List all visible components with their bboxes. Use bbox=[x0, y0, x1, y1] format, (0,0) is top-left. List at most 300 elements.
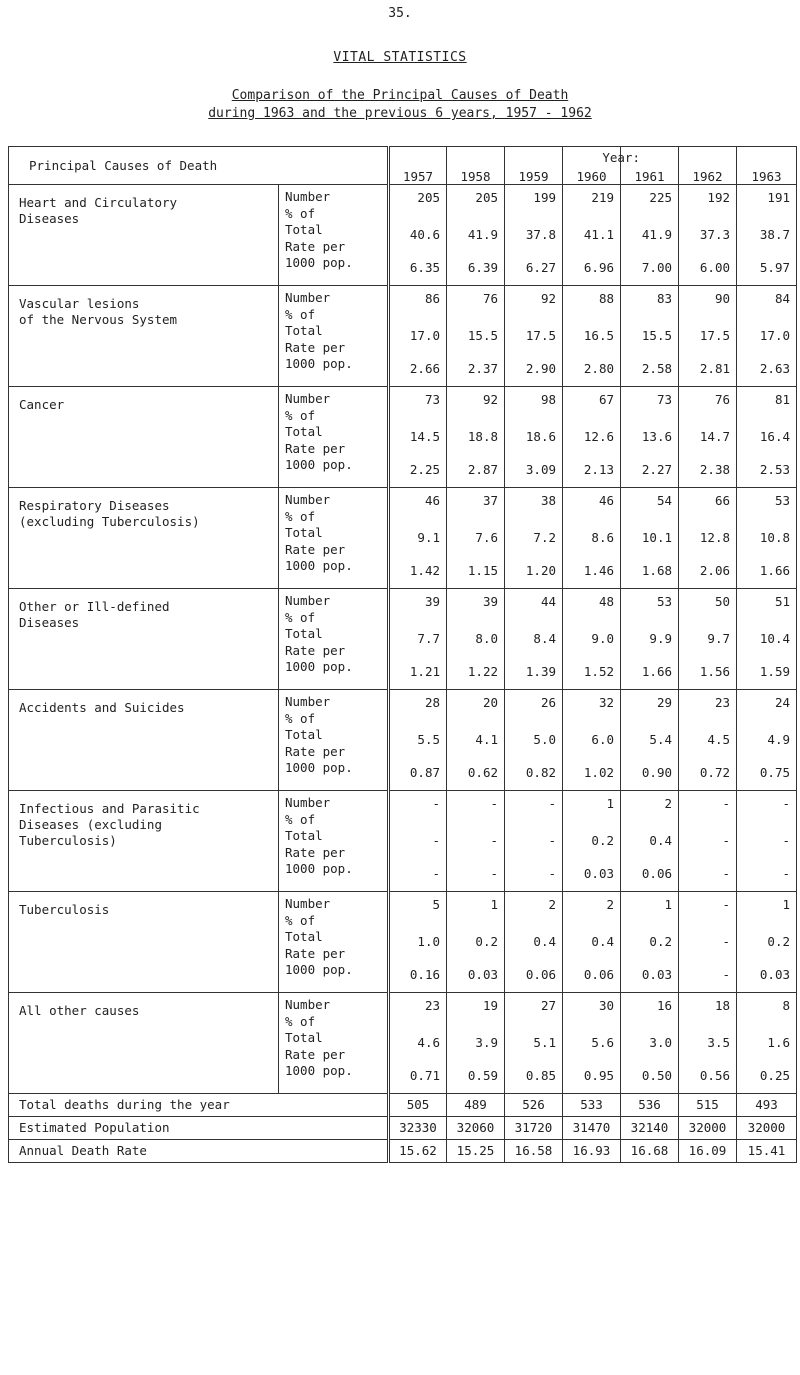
page-title: VITAL STATISTICS bbox=[333, 50, 467, 65]
rate-value: 1.52 bbox=[583, 664, 614, 679]
totals-label: Total deaths during the year bbox=[9, 1094, 389, 1117]
year-values-cell bbox=[679, 488, 737, 589]
year-values-cell bbox=[621, 185, 679, 286]
number-value: 30 bbox=[598, 998, 614, 1013]
number-value: 50 bbox=[714, 594, 730, 609]
year-values-cell bbox=[679, 690, 737, 791]
rate-value: 2.25 bbox=[409, 462, 440, 477]
metric-label: 1000 pop. bbox=[285, 255, 353, 270]
percent-value: - bbox=[722, 833, 730, 848]
metric-label: 1000 pop. bbox=[285, 760, 353, 775]
rate-value: 2.27 bbox=[641, 462, 672, 477]
cause-name-line: Respiratory Diseases bbox=[19, 498, 170, 513]
number-value: - bbox=[490, 796, 498, 811]
metric-labels bbox=[279, 387, 389, 488]
totals-label: Annual Death Rate bbox=[9, 1140, 389, 1163]
year-values-cell bbox=[737, 488, 797, 589]
percent-value: 9.9 bbox=[649, 631, 672, 646]
percent-value: 40.6 bbox=[409, 227, 440, 242]
number-value: - bbox=[722, 897, 730, 912]
number-value: 2 bbox=[664, 796, 672, 811]
number-value: - bbox=[548, 796, 556, 811]
cause-name-line: Heart and Circulatory bbox=[19, 195, 178, 210]
rate-value: 0.87 bbox=[409, 765, 440, 780]
number-value: 67 bbox=[598, 392, 614, 407]
year-values-cell bbox=[737, 286, 797, 387]
cause-name-line: (excluding Tuberculosis) bbox=[19, 514, 200, 529]
rate-value: 2.63 bbox=[759, 361, 790, 376]
rate-value: 0.50 bbox=[641, 1068, 672, 1083]
rate-value: 1.22 bbox=[467, 664, 498, 679]
number-value: 92 bbox=[482, 392, 498, 407]
number-value: 205 bbox=[417, 190, 440, 205]
percent-value: 18.8 bbox=[467, 429, 498, 444]
metric-label: Number bbox=[285, 997, 331, 1012]
percent-value: 3.0 bbox=[649, 1035, 672, 1050]
rate-value: - bbox=[490, 866, 498, 881]
cause-name bbox=[9, 286, 279, 387]
rate-value: 1.15 bbox=[467, 563, 498, 578]
percent-value: 14.7 bbox=[699, 429, 730, 444]
metric-label: % of bbox=[285, 407, 316, 423]
metric-label: Total bbox=[285, 1030, 323, 1045]
cause-name-line: Tuberculosis bbox=[19, 902, 110, 917]
number-value: 92 bbox=[540, 291, 556, 306]
year-values-cell bbox=[505, 286, 563, 387]
percent-value: 41.9 bbox=[641, 227, 672, 242]
year-values-cell bbox=[563, 589, 621, 690]
metric-label: 1000 pop. bbox=[285, 659, 353, 674]
percent-value: - bbox=[490, 833, 498, 848]
rate-value: 2.37 bbox=[467, 361, 498, 376]
cause-section bbox=[9, 185, 797, 286]
rate-value: 1.46 bbox=[583, 563, 614, 578]
number-value: 81 bbox=[774, 392, 790, 407]
number-value: 83 bbox=[656, 291, 672, 306]
metric-label: Rate per bbox=[285, 238, 346, 254]
metric-label: Total bbox=[285, 424, 323, 439]
percent-value: 10.4 bbox=[759, 631, 790, 646]
percent-value: 1.0 bbox=[417, 934, 440, 949]
percent-value: 37.8 bbox=[525, 227, 556, 242]
percent-value: 12.6 bbox=[583, 429, 614, 444]
rate-value: 5.97 bbox=[759, 260, 790, 275]
cause-name bbox=[9, 589, 279, 690]
number-value: 24 bbox=[774, 695, 790, 710]
totals-value: 493 bbox=[737, 1094, 797, 1117]
cause-name-line: Vascular lesions bbox=[19, 296, 140, 311]
year-values-cell bbox=[505, 387, 563, 488]
metric-label: Total bbox=[285, 828, 323, 843]
percent-value: - bbox=[722, 934, 730, 949]
metric-label: % of bbox=[285, 609, 316, 625]
year-values-cell bbox=[389, 387, 447, 488]
rate-value: 0.06 bbox=[525, 967, 556, 982]
rate-value: 0.85 bbox=[525, 1068, 556, 1083]
number-value: 90 bbox=[714, 291, 730, 306]
cause-section bbox=[9, 892, 797, 993]
rate-value: 6.00 bbox=[699, 260, 730, 275]
year-header: 1961 bbox=[621, 147, 679, 185]
cause-name-line: Tuberculosis) bbox=[19, 833, 117, 848]
percent-value: 4.5 bbox=[707, 732, 730, 747]
percent-value: 7.7 bbox=[417, 631, 440, 646]
cause-section bbox=[9, 387, 797, 488]
number-value: 191 bbox=[767, 190, 790, 205]
number-value: 37 bbox=[482, 493, 498, 508]
number-value: 2 bbox=[606, 897, 614, 912]
totals-row bbox=[9, 1094, 797, 1117]
rate-value: - bbox=[782, 866, 790, 881]
number-value: 51 bbox=[774, 594, 790, 609]
corner-label: Principal Causes of Death bbox=[9, 147, 389, 185]
totals-value: 16.09 bbox=[679, 1140, 737, 1163]
number-value: 73 bbox=[424, 392, 440, 407]
rate-value: 1.68 bbox=[641, 563, 672, 578]
rate-value: - bbox=[722, 967, 730, 982]
percent-value: - bbox=[548, 833, 556, 848]
cause-section bbox=[9, 993, 797, 1094]
number-value: 16 bbox=[656, 998, 672, 1013]
metric-label: 1000 pop. bbox=[285, 457, 353, 472]
number-value: 225 bbox=[649, 190, 672, 205]
metric-label: Number bbox=[285, 492, 331, 507]
rate-value: 1.66 bbox=[641, 664, 672, 679]
rate-value: - bbox=[722, 866, 730, 881]
cause-section bbox=[9, 791, 797, 892]
rate-value: 0.90 bbox=[641, 765, 672, 780]
number-value: 44 bbox=[540, 594, 556, 609]
metric-label: 1000 pop. bbox=[285, 861, 353, 876]
rate-value: 2.81 bbox=[699, 361, 730, 376]
number-value: 54 bbox=[656, 493, 672, 508]
year-values-cell bbox=[447, 185, 505, 286]
rate-value: 0.03 bbox=[583, 866, 614, 881]
number-value: 39 bbox=[424, 594, 440, 609]
percent-value: 8.0 bbox=[475, 631, 498, 646]
percent-value: 5.1 bbox=[533, 1035, 556, 1050]
rate-value: 1.42 bbox=[409, 563, 440, 578]
percent-value: 4.9 bbox=[767, 732, 790, 747]
cause-name-line: All other causes bbox=[19, 1003, 140, 1018]
year-values-cell bbox=[447, 791, 505, 892]
metric-label: Number bbox=[285, 694, 331, 709]
percent-value: 8.6 bbox=[591, 530, 614, 545]
year-values-cell bbox=[389, 185, 447, 286]
metric-label: Rate per bbox=[285, 945, 346, 961]
metric-label: 1000 pop. bbox=[285, 558, 353, 573]
cause-name-line: Diseases (excluding bbox=[19, 817, 162, 832]
number-value: 8 bbox=[782, 998, 790, 1013]
year-values-cell bbox=[563, 690, 621, 791]
rate-value: 1.02 bbox=[583, 765, 614, 780]
number-value: 199 bbox=[533, 190, 556, 205]
percent-value: 5.0 bbox=[533, 732, 556, 747]
totals-value: 15.25 bbox=[447, 1140, 505, 1163]
percent-value: 3.9 bbox=[475, 1035, 498, 1050]
year-values-cell bbox=[563, 892, 621, 993]
totals-value: 16.68 bbox=[621, 1140, 679, 1163]
year-header: 1959 bbox=[505, 147, 563, 185]
number-value: 84 bbox=[774, 291, 790, 306]
year-values-cell bbox=[389, 892, 447, 993]
metric-label: Number bbox=[285, 290, 331, 305]
totals-row bbox=[9, 1140, 797, 1163]
rate-value: 2.06 bbox=[699, 563, 730, 578]
metric-label: % of bbox=[285, 811, 316, 827]
year-values-cell bbox=[505, 589, 563, 690]
number-value: 46 bbox=[598, 493, 614, 508]
cause-name-line: of the Nervous System bbox=[19, 312, 178, 327]
percent-value: 9.1 bbox=[417, 530, 440, 545]
totals-value: 526 bbox=[505, 1094, 563, 1117]
cause-name-line: Cancer bbox=[19, 397, 65, 412]
rate-value: 0.95 bbox=[583, 1068, 614, 1083]
rate-value: 2.90 bbox=[525, 361, 556, 376]
number-value: 1 bbox=[782, 897, 790, 912]
year-values-cell bbox=[621, 488, 679, 589]
year-header: Year: 1960 bbox=[563, 147, 621, 185]
number-value: 88 bbox=[598, 291, 614, 306]
number-value: 66 bbox=[714, 493, 730, 508]
number-value: 20 bbox=[482, 695, 498, 710]
percent-value: 17.0 bbox=[759, 328, 790, 343]
rate-value: 6.35 bbox=[409, 260, 440, 275]
percent-value: 41.1 bbox=[583, 227, 614, 242]
metric-label: 1000 pop. bbox=[285, 356, 353, 371]
rate-value: 0.06 bbox=[641, 866, 672, 881]
rate-value: 6.39 bbox=[467, 260, 498, 275]
percent-value: 15.5 bbox=[641, 328, 672, 343]
year-header: 1962 bbox=[679, 147, 737, 185]
number-value: 53 bbox=[656, 594, 672, 609]
percent-value: 5.5 bbox=[417, 732, 440, 747]
metric-label: Rate per bbox=[285, 339, 346, 355]
rate-value: 3.09 bbox=[525, 462, 556, 477]
year-header: 1958 bbox=[447, 147, 505, 185]
year-values-cell bbox=[447, 690, 505, 791]
year-values-cell bbox=[737, 185, 797, 286]
percent-value: 12.8 bbox=[699, 530, 730, 545]
percent-value: 0.2 bbox=[767, 934, 790, 949]
totals-value: 32000 bbox=[737, 1117, 797, 1140]
totals-value: 505 bbox=[389, 1094, 447, 1117]
number-value: 98 bbox=[540, 392, 556, 407]
year-values-cell bbox=[447, 589, 505, 690]
subtitle-line-2: during 1963 and the previous 6 years, 1957 - 1962 bbox=[208, 106, 592, 121]
year-values-cell bbox=[505, 185, 563, 286]
number-value: 2 bbox=[548, 897, 556, 912]
percent-value: 13.6 bbox=[641, 429, 672, 444]
rate-value: 0.03 bbox=[759, 967, 790, 982]
percent-value: 17.5 bbox=[525, 328, 556, 343]
percent-value: 0.4 bbox=[533, 934, 556, 949]
totals-value: 533 bbox=[563, 1094, 621, 1117]
number-value: 26 bbox=[540, 695, 556, 710]
number-value: 27 bbox=[540, 998, 556, 1013]
metric-label: % of bbox=[285, 912, 316, 928]
year-values-cell bbox=[447, 387, 505, 488]
metric-label: % of bbox=[285, 508, 316, 524]
rate-value: 6.27 bbox=[525, 260, 556, 275]
number-value: 219 bbox=[591, 190, 614, 205]
metric-label: Number bbox=[285, 896, 331, 911]
metric-label: Number bbox=[285, 795, 331, 810]
year-values-cell bbox=[737, 690, 797, 791]
metric-label: Number bbox=[285, 593, 331, 608]
cause-name-line: Infectious and Parasitic bbox=[19, 801, 200, 816]
rate-value: 1.20 bbox=[525, 563, 556, 578]
number-value: 53 bbox=[774, 493, 790, 508]
number-value: 205 bbox=[475, 190, 498, 205]
percent-value: 9.0 bbox=[591, 631, 614, 646]
metric-label: % of bbox=[285, 205, 316, 221]
rate-value: 2.38 bbox=[699, 462, 730, 477]
number-value: 1 bbox=[664, 897, 672, 912]
metric-label: Total bbox=[285, 929, 323, 944]
cause-name bbox=[9, 993, 279, 1094]
cause-name bbox=[9, 690, 279, 791]
rate-value: 2.80 bbox=[583, 361, 614, 376]
year-values-cell bbox=[621, 286, 679, 387]
percent-value: 41.9 bbox=[467, 227, 498, 242]
percent-value: 4.6 bbox=[417, 1035, 440, 1050]
number-value: 86 bbox=[424, 291, 440, 306]
number-value: 29 bbox=[656, 695, 672, 710]
year-values-cell bbox=[621, 993, 679, 1094]
percent-value: 0.2 bbox=[475, 934, 498, 949]
cause-section bbox=[9, 488, 797, 589]
year-values-cell bbox=[389, 993, 447, 1094]
number-value: - bbox=[722, 796, 730, 811]
metric-label: Total bbox=[285, 222, 323, 237]
metric-label: Total bbox=[285, 727, 323, 742]
rate-value: 0.62 bbox=[467, 765, 498, 780]
percent-value: 0.2 bbox=[591, 833, 614, 848]
metric-label: % of bbox=[285, 306, 316, 322]
totals-value: 15.41 bbox=[737, 1140, 797, 1163]
year-values-cell bbox=[737, 387, 797, 488]
metric-label: 1000 pop. bbox=[285, 962, 353, 977]
rate-value: - bbox=[548, 866, 556, 881]
cause-section bbox=[9, 690, 797, 791]
cause-name bbox=[9, 387, 279, 488]
metric-label: % of bbox=[285, 710, 316, 726]
rate-value: 2.58 bbox=[641, 361, 672, 376]
percent-value: 4.1 bbox=[475, 732, 498, 747]
rate-value: 0.71 bbox=[409, 1068, 440, 1083]
metric-labels bbox=[279, 791, 389, 892]
cause-section bbox=[9, 286, 797, 387]
year-values-cell bbox=[621, 791, 679, 892]
rate-value: 0.82 bbox=[525, 765, 556, 780]
percent-value: 8.4 bbox=[533, 631, 556, 646]
number-value: 32 bbox=[598, 695, 614, 710]
rate-value: 0.03 bbox=[467, 967, 498, 982]
rate-value: 0.75 bbox=[759, 765, 790, 780]
year-header: 1957 bbox=[389, 147, 447, 185]
year-values-cell bbox=[389, 690, 447, 791]
cause-name-line: Diseases bbox=[19, 615, 80, 630]
subtitle-line-1: Comparison of the Principal Causes of Death bbox=[231, 88, 569, 103]
number-value: - bbox=[432, 796, 440, 811]
year-values-cell bbox=[563, 488, 621, 589]
cause-name-line: Diseases bbox=[19, 211, 80, 226]
metric-label: % of bbox=[285, 1013, 316, 1029]
cause-name bbox=[9, 488, 279, 589]
number-value: 39 bbox=[482, 594, 498, 609]
rate-value: 0.03 bbox=[641, 967, 672, 982]
percent-value: 0.4 bbox=[649, 833, 672, 848]
rate-value: 0.25 bbox=[759, 1068, 790, 1083]
year-values-cell bbox=[389, 488, 447, 589]
number-value: 48 bbox=[598, 594, 614, 609]
year-values-cell bbox=[621, 892, 679, 993]
number-value: 23 bbox=[424, 998, 440, 1013]
cause-name bbox=[9, 892, 279, 993]
metric-label: Total bbox=[285, 626, 323, 641]
year-values-cell bbox=[563, 185, 621, 286]
year-values-cell bbox=[737, 589, 797, 690]
year-values-cell bbox=[505, 892, 563, 993]
metric-labels bbox=[279, 690, 389, 791]
rate-value: 1.56 bbox=[699, 664, 730, 679]
metric-label: Number bbox=[285, 391, 331, 406]
year-values-cell bbox=[679, 185, 737, 286]
totals-label: Estimated Population bbox=[9, 1117, 389, 1140]
number-value: - bbox=[782, 796, 790, 811]
totals-value: 16.58 bbox=[505, 1140, 563, 1163]
percent-value: 7.2 bbox=[533, 530, 556, 545]
year-values-cell bbox=[563, 993, 621, 1094]
metric-label: Rate per bbox=[285, 844, 346, 860]
totals-value: 515 bbox=[679, 1094, 737, 1117]
rate-value: - bbox=[432, 866, 440, 881]
rate-value: 1.59 bbox=[759, 664, 790, 679]
number-value: 28 bbox=[424, 695, 440, 710]
rate-value: 1.21 bbox=[409, 664, 440, 679]
percent-value: 5.6 bbox=[591, 1035, 614, 1050]
rate-value: 7.00 bbox=[641, 260, 672, 275]
totals-value: 15.62 bbox=[389, 1140, 447, 1163]
number-value: 76 bbox=[714, 392, 730, 407]
year-values-cell bbox=[389, 286, 447, 387]
percent-value: 1.6 bbox=[767, 1035, 790, 1050]
year-values-cell bbox=[737, 892, 797, 993]
page-number: 35. bbox=[388, 6, 412, 21]
year-values-cell bbox=[447, 892, 505, 993]
year-values-cell bbox=[679, 286, 737, 387]
year-values-cell bbox=[447, 993, 505, 1094]
metric-label: Rate per bbox=[285, 541, 346, 557]
rate-value: 0.16 bbox=[409, 967, 440, 982]
totals-row bbox=[9, 1117, 797, 1140]
year-label: Year: bbox=[602, 150, 640, 165]
percent-value: 10.8 bbox=[759, 530, 790, 545]
rate-value: 0.56 bbox=[699, 1068, 730, 1083]
number-value: 5 bbox=[432, 897, 440, 912]
percent-value: 17.5 bbox=[699, 328, 730, 343]
percent-value: 6.0 bbox=[591, 732, 614, 747]
rate-value: 2.53 bbox=[759, 462, 790, 477]
percent-value: 0.2 bbox=[649, 934, 672, 949]
totals-value: 32140 bbox=[621, 1117, 679, 1140]
totals-value: 536 bbox=[621, 1094, 679, 1117]
totals-value: 32330 bbox=[389, 1117, 447, 1140]
number-value: 1 bbox=[490, 897, 498, 912]
header-row bbox=[9, 147, 797, 185]
percent-value: 0.4 bbox=[591, 934, 614, 949]
